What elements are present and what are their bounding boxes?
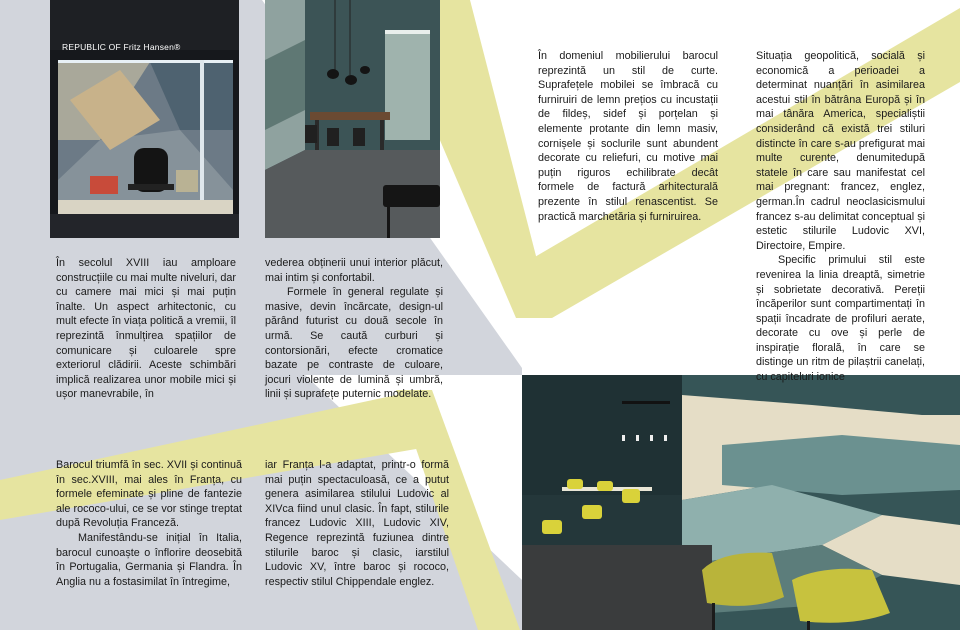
dining-room-photo (265, 0, 440, 238)
text-column-5 (538, 49, 718, 224)
paragraph: iar Franța l-a adaptat, printr-o formă mai puțin spectaculoasă, ce a putut genera asimilarea stilului Ludovic al XIVca fiind unul clasic. În fapt, stilurile francez Ludovic XIII, Ludovic XIV, Regence reprezintă fuziunea dintre stilurile baroc și clasic, iarstilul Ludovic XV, între baroc și rococo, respectiv stilul Chippendale englez. (265, 459, 449, 588)
paragraph: vederea obținerii unui interior plăcut, mai intim și confortabil. (265, 257, 443, 284)
text-column-3 (56, 458, 242, 589)
text-column-1 (56, 256, 236, 402)
text-column-6 (756, 49, 925, 384)
paragraph: Specific primului stil este revenirea la linia dreaptă, simetrie și sobrietate decorativă. Pereții încăperilor sunt compartimentați în spații încadrate de profiluri aerate, decorate cu ove și perle de inspirație florală, în care se distinge un ritm de pilaștrii canelați, cu capiteluri ionice (756, 254, 925, 384)
paragraph: Formele în general regulate și masive, devin încărcate, design-ul părând futurist cu două secole în urmă. Se caută curburi și contorsionări, efecte cromatice bazate pe contraste de culoare, jocuri violente de lumină și umbră, linii și suprafețe puternic modelate. (265, 286, 443, 401)
showroom-sign: REPUBLIC OF Fritz Hansen® (62, 42, 181, 52)
showroom-photo (50, 0, 239, 238)
paragraph: În secolul XVIII iau amploare construcțiile cu mai multe niveluri, dar cu camere mai mici și mai puțin înalte. Un aspect arhitectonic, cu mult efecte în viața politică a vremii, îl reprezintă înmulțirea spațiilor de comunicare și culoarele spre exteriorul clădirii. Aceste schimbări implică realizarea unor mobile mici și ușor manevrabile, în (56, 257, 237, 401)
text-column-2 (265, 256, 443, 402)
paragraph: Situația geopolitică, socială și economică a perioadei a determinat nuanțări în asimilarea acestui stil în bătrâna Europă și în mai tânăra America, specialiștii considerând că există trei stiluri distincte în care s-au prefigurat mai multe curente, denumitedupă statele în care sau manifestat cel mai pregnant: francez, englez, german.În cadrul neoclasicismului francez s-au delimitat conceptual și estetic stilurile Ludovic XVI, Directoire, Empire. (756, 50, 925, 252)
text-column-4 (265, 458, 449, 589)
paragraph: Manifestându-se inițial în Italia, barocul cunoaște o înflorire deosebită în Portugalia, Germania și Flandra. În Anglia nu a fostasimilat în întregime, (56, 531, 242, 588)
chevron-lounge-photo (522, 375, 960, 630)
paragraph: Barocul triumfă în sec. XVII și continuă în sec.XVIII, mai ales în Franța, cu formele efeminate și pline de fantezie ale rococo-ului, ce se vor stinge treptat după Revoluția Franceză. (56, 459, 242, 530)
paragraph: În domeniul mobilierului barocul reprezintă un stil de curte. Suprafețele mobilei se îmbracă cu furniruiri de lemn prețios cu incustații de fildeș, sidef și porțelan și elemente protante din lemn masiv, cornișele și soclurile sunt abundent decorate cu reliefuri, cu motive mai puțin riguros echilibrate decât formele de factură arhitecturală prezente în stilul renascentist. Se practică marchetăria și furniruirea. (538, 50, 718, 223)
